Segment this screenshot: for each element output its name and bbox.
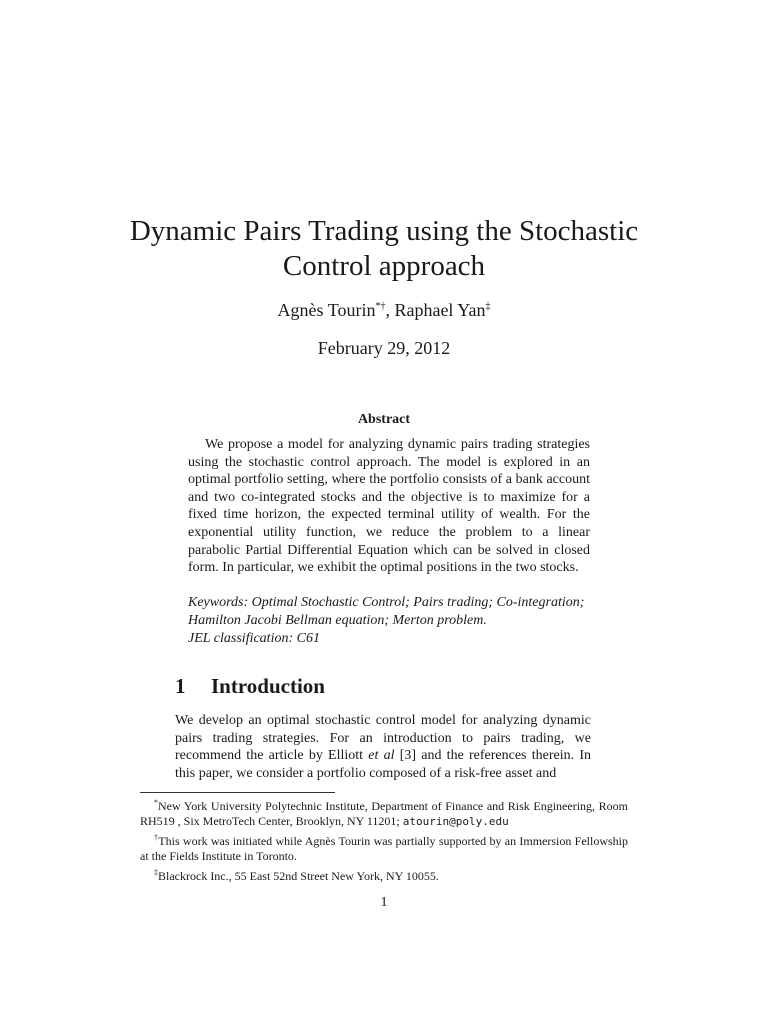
footnote-3-mark: ‡	[154, 867, 158, 877]
page-number: 1	[380, 895, 388, 910]
footnote-2	[140, 830, 628, 865]
footnote-rule	[140, 792, 335, 793]
title-line-2: Control approach	[282, 250, 486, 282]
footnote-1-mark: *	[154, 798, 158, 807]
paper-title	[0, 214, 768, 284]
author-2: Raphael Yan	[394, 300, 486, 320]
footnote-1-text: New York University Polytechnic Institute, Department of Finance and Risk Engineering, Room RH519 , Six MetroTech Center, Brooklyn, NY 11201;	[140, 799, 628, 829]
section-number: 1	[175, 674, 186, 698]
jel-classification: JEL classification: C61	[188, 631, 320, 646]
paper-date: February 29, 2012	[317, 338, 451, 358]
abstract-heading: Abstract	[357, 412, 411, 427]
footnote-3	[140, 865, 628, 884]
introduction-text	[175, 712, 591, 782]
abstract-text: We propose a model for analyzing dynamic pairs trading strategies using the stochastic control approach. The model is explored in an optimal portfolio setting, where the portfolio consists of a bank account and two co-integrated stocks and the objective is to maximize for a fixed time horizon, the expected terminal utility of wealth. For the exponential utility function, we reduce the problem to a linear parabolic Partial Differential Equation which can be solved in closed form. In particular, we exhibit the optimal positions in the two stocks.	[188, 437, 590, 576]
footnote-1	[140, 795, 628, 830]
footnote-2-text: This work was initiated while Agnès Tourin was partially supported by an Immersion Fellowship at the Fields Institute in Toronto.	[140, 833, 629, 864]
title-line-1: Dynamic Pairs Trading using the Stochastic	[129, 215, 639, 247]
footnotes	[140, 795, 628, 884]
footnote-2-mark: †	[154, 832, 159, 842]
section-title: Introduction	[211, 674, 325, 698]
section-heading-introduction	[175, 674, 325, 699]
keywords: Keywords: Optimal Stochastic Control; Pairs trading; Co-integration; Hamilton Jacobi Bellman equation; Merton problem.	[188, 595, 585, 628]
author-1: Agnès Tourin	[277, 300, 376, 320]
intro-text-part-2: [3] and the references therein. In this paper, we consider a portfolio composed of a risk-free asset and	[175, 748, 591, 781]
intro-text-part-1: We develop an optimal stochastic control model for analyzing dynamic pairs trading strategies. For an introduction to pairs trading, we recommend the article by Elliott	[175, 713, 591, 764]
author-2-footnote-mark: ‡	[485, 301, 491, 312]
footnote-3-text: Blackrock Inc., 55 East 52nd Street New York, NY 10055.	[158, 868, 439, 883]
author-email-link[interactable]: atourin@poly.edu	[402, 815, 509, 829]
intro-text-italic: et al	[368, 748, 395, 764]
author-line: Agnès Tourin*†, Raphael Yan‡	[277, 300, 491, 320]
author-1-footnote-marks: *†	[375, 301, 386, 312]
